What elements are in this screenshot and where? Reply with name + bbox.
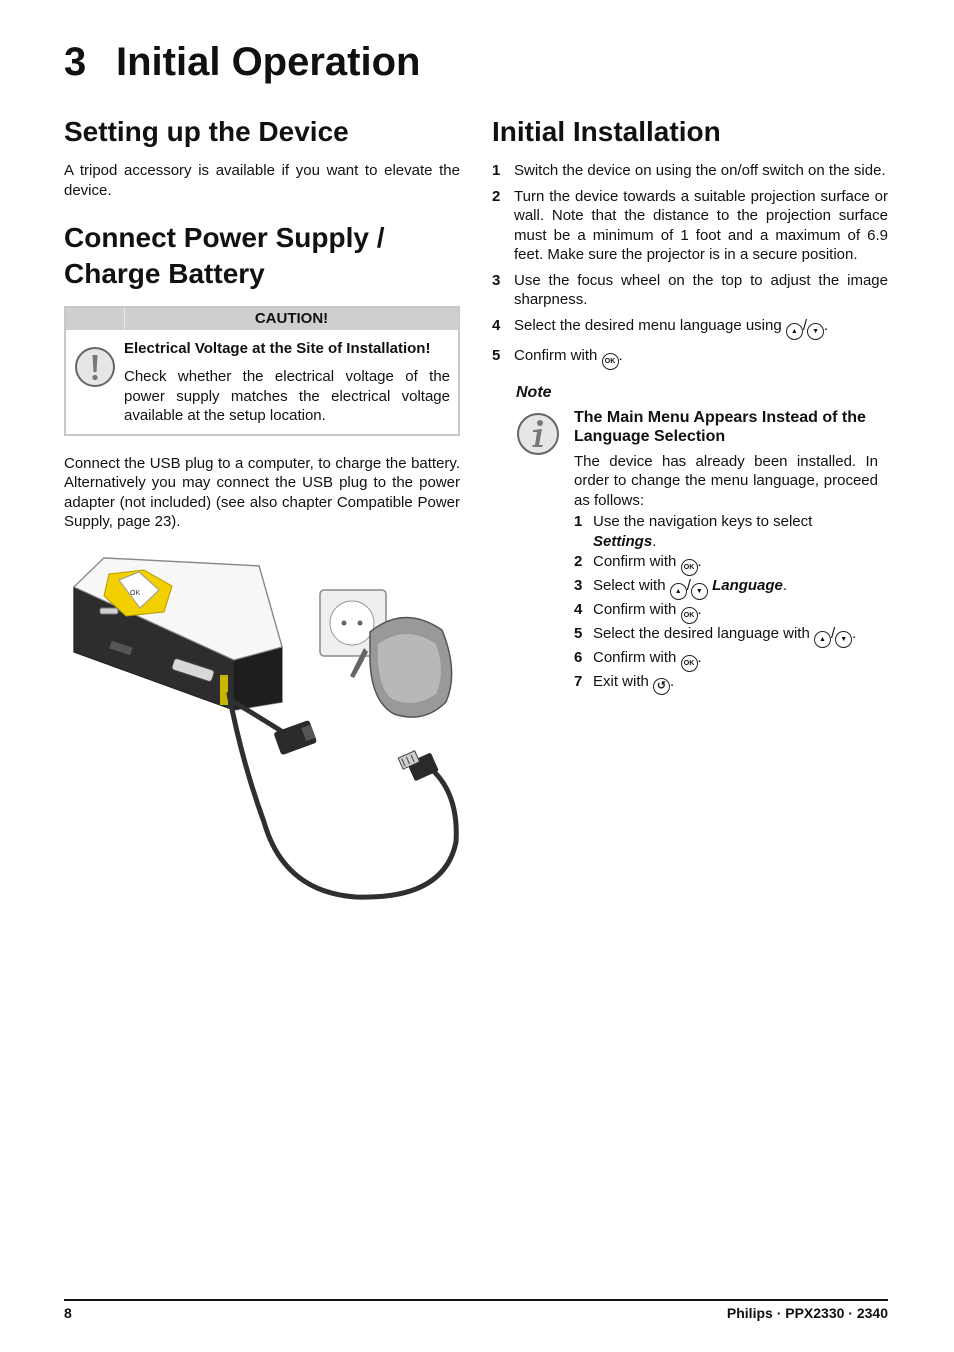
up-arrow-icon: ▲ bbox=[786, 323, 803, 340]
list-item: 6 Confirm with OK . bbox=[574, 648, 878, 672]
usb-male-connector bbox=[398, 745, 439, 784]
caution-text: Check whether the electrical voltage of the power supply matches the electrical voltage available at the setup location. bbox=[124, 368, 450, 424]
caution-box bbox=[64, 306, 460, 436]
list-item: 3 Use the focus wheel on the top to adjust the image sharpness. bbox=[492, 271, 888, 308]
device-ok-label: OK bbox=[130, 590, 141, 597]
list-item: 2 Turn the device towards a suitable projection surface or wall. Note that the distance to the projection surface must be a minimum of 1 foot and a maximum of 6.9 feet. Make sure the projector is in a secure position. bbox=[492, 187, 888, 263]
list-item: 1 Use the navigation keys to select Settings. bbox=[574, 513, 813, 550]
footer-rule bbox=[64, 1299, 888, 1301]
caution-header bbox=[66, 308, 458, 330]
down-arrow-icon: ▼ bbox=[835, 631, 852, 648]
setup-text: A tripod accessory is available if you want to elevate the device. bbox=[64, 162, 460, 199]
caution-icon-wrap bbox=[66, 340, 124, 426]
right-column bbox=[492, 114, 888, 695]
usb-text: Connect the USB plug to a computer, to charge the battery. Alternatively you may connect the USB plug to the power adapter (not included) (see also chapter Compatible Power Supply, page 23). bbox=[64, 454, 460, 530]
ok-button-icon: OK bbox=[602, 353, 619, 370]
note-steps bbox=[574, 512, 878, 695]
power-heading-line2: Charge Battery bbox=[64, 258, 265, 289]
chapter-number: 3 bbox=[64, 40, 87, 84]
note-title: The Main Menu Appears Instead of the Language Selection bbox=[574, 408, 866, 445]
settings-term: Settings bbox=[593, 533, 653, 550]
down-arrow-icon: ▼ bbox=[691, 583, 708, 600]
device-connection-illustration bbox=[64, 552, 464, 908]
list-item: 4 Confirm with OK . bbox=[574, 600, 878, 624]
usb-cable bbox=[229, 694, 456, 897]
up-arrow-icon: ▲ bbox=[670, 583, 687, 600]
list-item: 4 Select the desired menu language using ▲ / ▼ . bbox=[492, 316, 888, 340]
list-item: 1 Switch the device on using the on/off switch on the side. bbox=[492, 162, 886, 179]
caution-body bbox=[66, 330, 458, 434]
list-item: 7 Exit with ↺ . bbox=[574, 672, 878, 695]
footer-brand: Philips · PPX2330 · 2340 bbox=[726, 1305, 888, 1321]
caution-text-block bbox=[124, 340, 450, 426]
info-icon bbox=[516, 412, 560, 456]
ok-button-icon: OK bbox=[681, 607, 698, 624]
power-heading-line1: Connect Power Supply / bbox=[64, 222, 385, 253]
down-arrow-icon: ▼ bbox=[807, 323, 824, 340]
left-column bbox=[64, 114, 460, 532]
note-text: The device has already been installed. In order to change the menu language, proceed as follows: bbox=[574, 452, 878, 509]
list-item: 3 Select with ▲ / ▼ Language. bbox=[574, 576, 878, 600]
usb-female-connector bbox=[273, 720, 317, 756]
note-block bbox=[516, 408, 888, 696]
back-button-icon: ↺ bbox=[653, 678, 670, 695]
page-number: 8 bbox=[64, 1305, 72, 1321]
caution-label: CAUTION! bbox=[254, 310, 329, 327]
list-item: 5 Select the desired language with ▲ / ▼ . bbox=[574, 624, 878, 648]
list-item: 5 Confirm with OK . bbox=[492, 346, 888, 370]
usb-cable-branch bbox=[234, 702, 286, 734]
chapter-title-text: Initial Operation bbox=[116, 40, 421, 84]
projector-device bbox=[74, 558, 282, 710]
ok-button-icon: OK bbox=[681, 655, 698, 672]
note-content bbox=[574, 408, 888, 696]
ok-button-icon: OK bbox=[681, 559, 698, 576]
installation-heading: Initial Installation bbox=[492, 116, 721, 147]
power-heading bbox=[64, 220, 460, 292]
installation-steps bbox=[492, 161, 888, 370]
setup-heading: Setting up the Device bbox=[64, 116, 349, 147]
list-item: 2 Confirm with OK . bbox=[574, 552, 878, 576]
caution-title: Electrical Voltage at the Site of Installation! bbox=[124, 340, 431, 357]
note-icon-wrap bbox=[516, 408, 574, 696]
up-arrow-icon: ▲ bbox=[814, 631, 831, 648]
chapter-title bbox=[64, 40, 420, 85]
note-label: Note bbox=[516, 383, 552, 401]
caution-header-spacer bbox=[66, 308, 125, 330]
warning-icon bbox=[74, 346, 116, 388]
language-term: Language bbox=[712, 577, 783, 594]
